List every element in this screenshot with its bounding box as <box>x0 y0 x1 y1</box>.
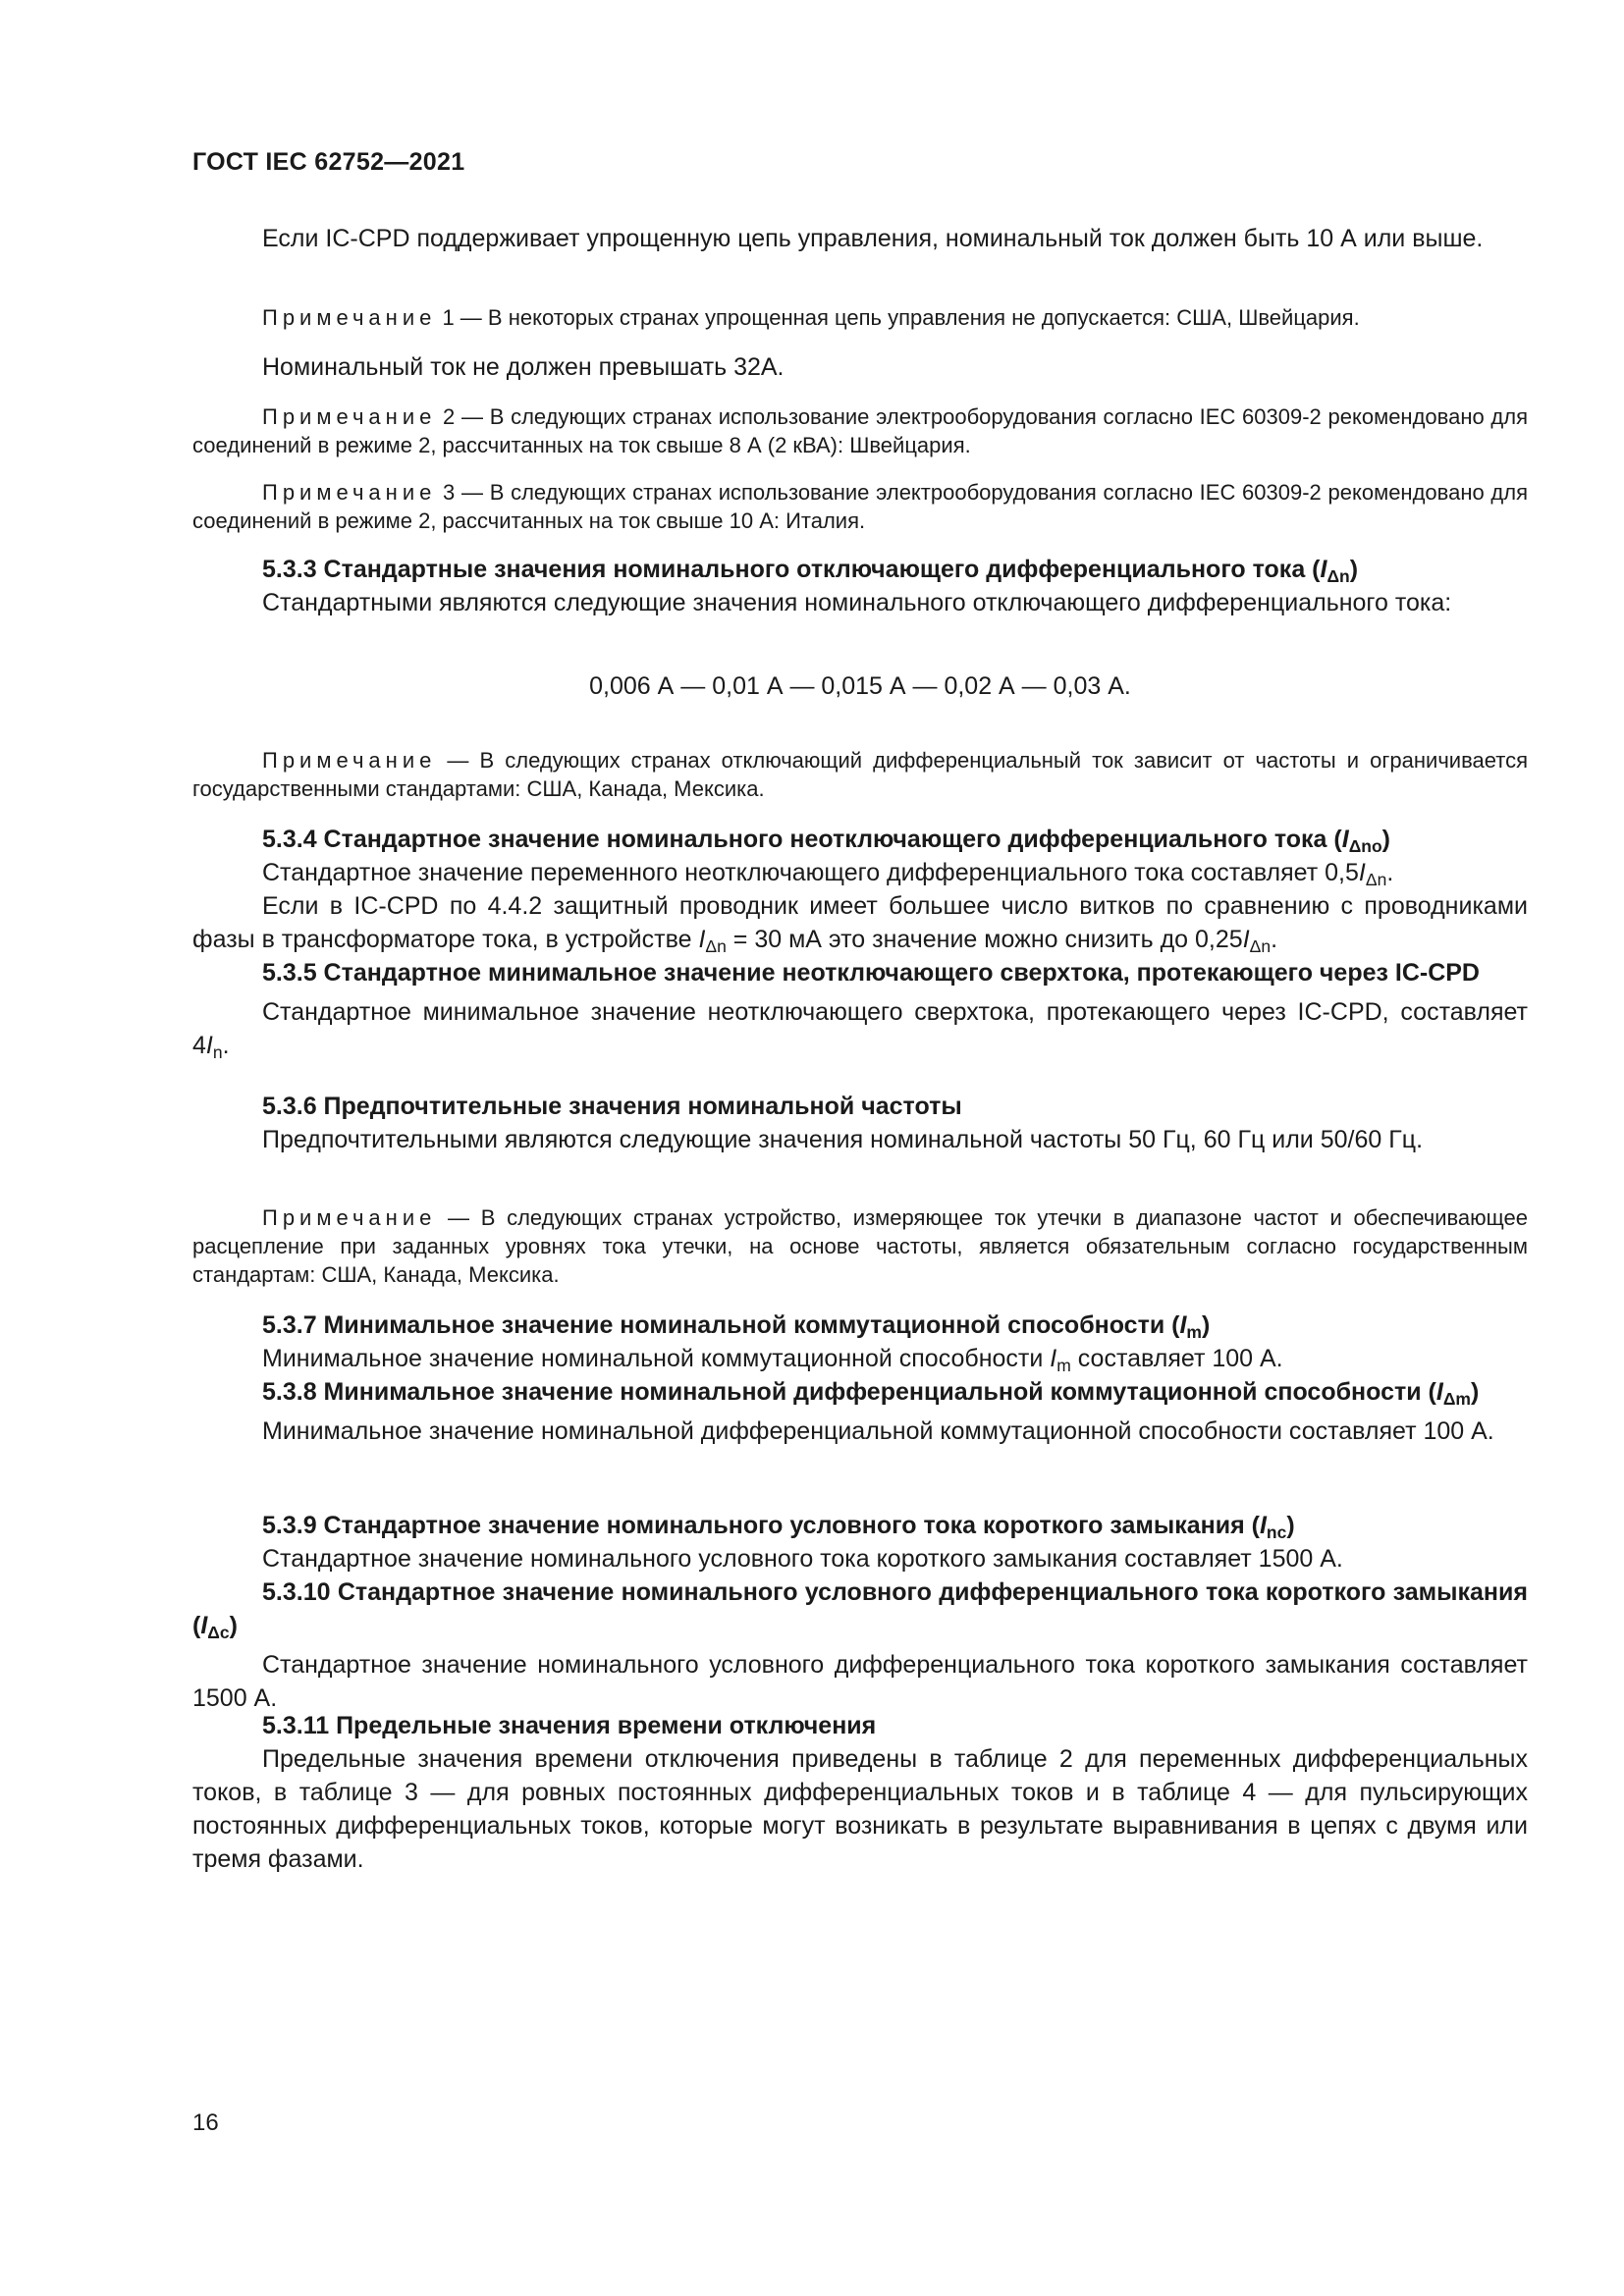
section-text: Предпочтительными являются следующие значения номинальной частоты 50 Гц, 60 Гц или 50/60 Гц. <box>262 1126 1424 1153</box>
section-heading: 5.3.7 Минимальное значение номинальной коммутационной способности $(I_m)$ <box>262 1311 1211 1342</box>
note-2 <box>192 402 1528 459</box>
section-text: Стандартное минимальное значение неотключающего сверхтока, протекающего через IC-CPD, составляет $4I_n$. <box>192 998 1528 1062</box>
section-text: Стандартное значение номинального условного дифференциального тока короткого замыкания составляет 1500 А. <box>192 1651 1528 1712</box>
note-text: 3 — В следующих странах использование электрооборудования согласно IEC 60309-2 рекомендовано для соединений в режиме 2, рассчитанных на ток свыше 10 А: Италия. <box>192 480 1528 533</box>
section-text: Минимальное значение номинальной коммутационной способности $I_m$ составляет 100 А. <box>262 1345 1283 1375</box>
section-heading: 5.3.9 Стандартное значение номинального условного тока короткого замыкания $(I_{nc})$ <box>262 1512 1295 1542</box>
paragraph-intro: Если IC-CPD поддерживает упрощенную цепь управления, номинальный ток должен быть 10 А или выше. <box>262 225 1484 252</box>
section-text-2: Если в IC-CPD по 4.4.2 защитный проводник имеет большее число витков по сравнению с проводниками фазы в трансформаторе тока, в устройстве $I_{\Delta n} = 30$ мА это значение можно снизить до $0,25I_{\Delta n}$. <box>192 892 1528 956</box>
section-5-3-8 <box>192 1375 1528 1448</box>
values-line: 0,006 А — 0,01 А — 0,015 А — 0,02 А — 0,03 А. <box>589 672 1131 700</box>
section-text: Стандартное значение номинального условного тока короткого замыкания составляет 1500 А. <box>262 1545 1343 1573</box>
note-3 <box>192 478 1528 535</box>
note-label: Примечание <box>262 305 437 330</box>
section-5-3-9 <box>192 1509 1528 1575</box>
section-text: Предельные значения времени отключения приведены в таблице 2 для переменных дифференциальных токов, в таблице 3 — для ровных постоянных дифференциальных токов и в таблице 4 — для пульсирующих постоянных дифференциальных токов, которые могут возникать в результате выравнивания в цепях с двумя или тремя фазами. <box>192 1745 1528 1873</box>
section-heading: 5.3.5 Стандартное минимальное значение неотключающего сверхтока, протекающего через IC-CPD <box>262 959 1480 987</box>
section-5-3-6 <box>192 1090 1528 1156</box>
note-label: Примечание <box>262 480 437 505</box>
section-5-3-10 <box>192 1575 1528 1715</box>
note-5-3-3: Примечание — В следующих странах отключающий дифференциальный ток зависит от частоты и ограничивается государственными стандартами: США, Канада, Мексика. <box>192 748 1528 801</box>
page-number: 16 <box>192 2109 219 2136</box>
section-heading: 5.3.3 Стандартные значения номинального отключающего дифференциального тока $(I_{\Delta n})$ <box>262 556 1359 586</box>
section-text: Стандартное значение переменного неотключающего дифференциального тока составляет $0,5I_{\Delta n}$. <box>262 859 1394 889</box>
note-label: Примечание <box>262 404 437 429</box>
section-5-3-11 <box>192 1709 1528 1876</box>
section-5-3-3 <box>192 553 1528 619</box>
section-heading: 5.3.10 Стандартное значение номинального условного дифференциального тока короткого замыкания $(I_{\Delta c})$ <box>192 1578 1528 1642</box>
section-heading: 5.3.11 Предельные значения времени отключения <box>262 1712 877 1739</box>
note-text: 2 — В следующих странах использование электрооборудования согласно IEC 60309-2 рекомендовано для соединений в режиме 2, рассчитанных на ток свыше 8 А (2 кВА): Швейцария. <box>192 404 1528 457</box>
section-heading: 5.3.8 Минимальное значение номинальной дифференциальной коммутационной способности $(I_{\Delta m})$ <box>262 1378 1480 1409</box>
document-header: ГОСТ IEC 62752—2021 <box>192 148 465 176</box>
section-5-3-5 <box>192 956 1528 1062</box>
section-text: Стандартными являются следующие значения номинального отключающего дифференциального тока: <box>262 589 1452 616</box>
note-text: 1 — В некоторых странах упрощенная цепь управления не допускается: США, Швейцария. <box>436 305 1360 330</box>
note-1 <box>192 303 1528 332</box>
section-5-3-7 <box>192 1308 1528 1375</box>
section-5-3-4 <box>192 823 1528 956</box>
note-5-3-6: Примечание — В следующих странах устройство, измеряющее ток утечки в диапазоне частот и обеспечивающее расцепление при заданных уровнях тока утечки, на основе частоты, является обязательным согласно государственным стандартам: США, Канада, Мексика. <box>192 1205 1528 1287</box>
section-text: Минимальное значение номинальной дифференциальной коммутационной способности составляет 100 А. <box>262 1417 1494 1445</box>
section-heading: 5.3.6 Предпочтительные значения номинальной частоты <box>262 1093 962 1120</box>
section-heading: 5.3.4 Стандартное значение номинального неотключающего дифференциального тока $(I_{\Delta no})$ <box>262 826 1390 856</box>
paragraph-max-current: Номинальный ток не должен превышать 32А. <box>262 353 785 381</box>
